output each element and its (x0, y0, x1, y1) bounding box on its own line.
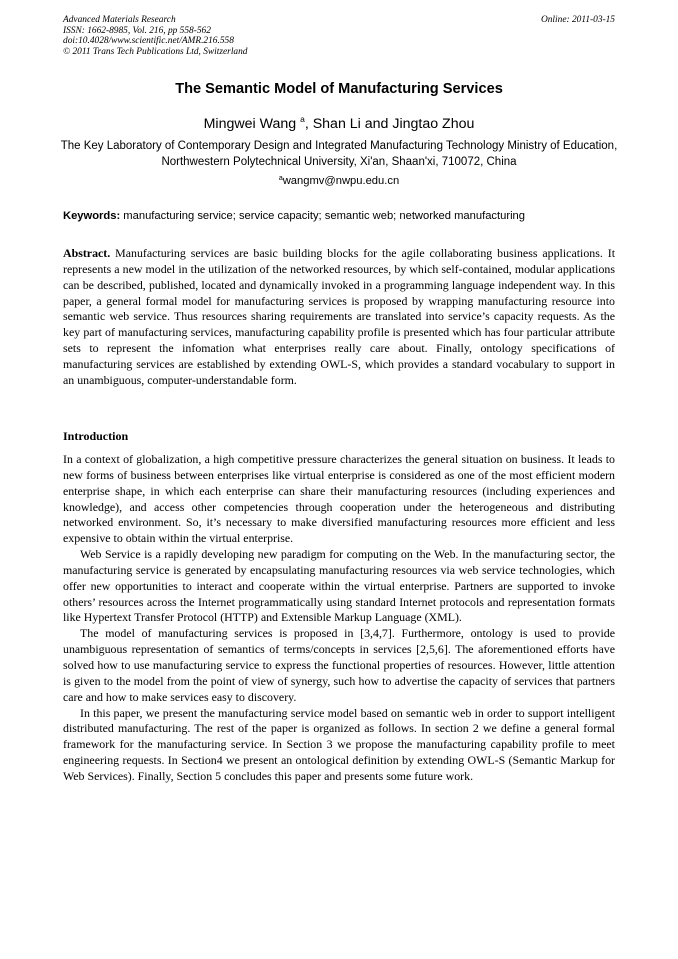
author-primary: Mingwei Wang (203, 116, 297, 132)
abstract-label: Abstract. (63, 246, 111, 260)
author-email (0, 174, 678, 189)
intro-paragraph-3: The model of manufacturing services is proposed in [3,4,7]. Furthermore, ontology is used to provide unambiguous representation of semantics of terms/concepts in services [2,5,6]. The aforementioned efforts have solved how to use manufacturing service to express the functional properties of resources. However, little attention is given to the model from the point of view of synergy, such how to advertise the capacity of services that partners care and how to make services easy to discovery. (63, 626, 615, 704)
online-date: Online: 2011-03-15 (540, 15, 615, 25)
keywords-label: Keywords: (63, 210, 121, 222)
author-others: , Shan Li and Jingtao Zhou (304, 116, 475, 132)
intro-paragraph-1: In a context of globalization, a high competitive pressure characterizes the general situation on business. It leads to new forms of business between enterprises like virtual enterprise is considered as one of the most efficient modern enterprise shape, in which each enterprise can share their manufacturing resources (including experiences and knowledge), and access other competencies through cooperation under the heterogeneous and distributing networked environment. So, it’s necessary to make diversified manufacturing resources more efficient and less expensive to obtain within the virtual enterprise. (63, 452, 615, 546)
abstract (63, 246, 615, 389)
journal-copyright: © 2011 Trans Tech Publications Ltd, Switzerland (63, 46, 248, 57)
introduction-heading: Introduction (63, 429, 129, 443)
introduction-body (63, 452, 615, 785)
journal-issn: ISSN: 1662-8985, Vol. 216, pp 558-562 (63, 25, 211, 36)
email-mark: a (278, 175, 283, 182)
journal-name: Advanced Materials Research (63, 15, 176, 25)
intro-paragraph-2: Web Service is a rapidly developing new paradigm for computing on the Web. In the manufacturing sector, the manufacturing service is generated by encapsulating manufacturing resources via web service technologies, which offer new opportunities to interact and cooperate within the virtual enterprise. Partners are supported to invoke others’ resources across the Internet programmatically using standard Internet protocols and representation formats like Hypertext Transfer Protocol (HTTP) and Extensible Markup Language (XML). (63, 547, 615, 625)
author-list (0, 115, 678, 133)
journal-header (63, 15, 615, 57)
paper-title: The Semantic Model of Manufacturing Services (175, 81, 503, 97)
abstract-text: Manufacturing services are basic building blocks for the agile collaborating business applications. It represents a new model in the utilization of the networked resources, by which self-contained, modular applications can be described, published, located and dynamically invoked in a programming language independent way. In this paper, a general formal model for manufacturing services is proposed by wrapping manufacturing resource into semantic web service. Thus resources sharing requirements are translated into service’s capacity requests. As the key part of manufacturing services, manufacturing capability profile is presented which has four particular attribute sets to represent the infomation what enterprises really care about. Finally, ontology specifications of manufacturing services are established by extending OWL-S, which provides a standard vocabulary to support in an unambiguous, computer-understandable form. (63, 246, 615, 387)
keywords (63, 209, 623, 224)
email-address: wangmv@nwpu.edu.cn (282, 175, 400, 187)
journal-doi: doi:10.4028/www.scientific.net/AMR.216.558 (63, 36, 234, 47)
author-affiliation-mark: a (300, 114, 305, 124)
intro-paragraph-4: In this paper, we present the manufacturing service model based on semantic web in order to support intelligent distributed manufacturing. The rest of the paper is organized as follows. In section 2 we define a general formal framework for the manufacturing service. In Section 3 we propose the manufacturing capability profile to meet engineering requests. In Section4 we present an ontological definition by extending OWL-S (Semantic Markup for Web Services). Finally, Section 5 concludes this paper and presents some future work. (63, 705, 615, 783)
affiliation: The Key Laboratory of Contemporary Design and Integrated Manufacturing Technology Ministry of Education, Northwestern Polytechnical University, Xi'an, Shaan'xi, 710072, China (60, 140, 618, 168)
keywords-text: manufacturing service; service capacity; semantic web; networked manufacturing (120, 210, 526, 222)
